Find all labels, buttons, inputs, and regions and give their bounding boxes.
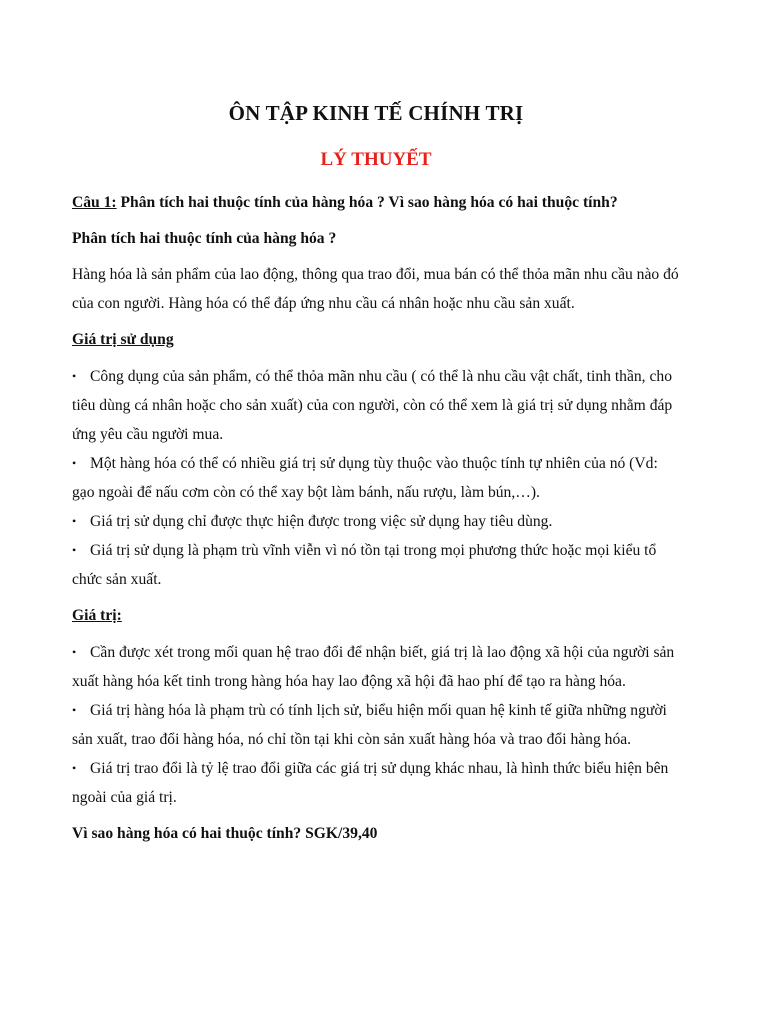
list-item: • Giá trị trao đổi là tỷ lệ trao đổi giữa các giá trị sử dụng khác nhau, là hình thức biểu hiện bên ngoài của giá trị.: [72, 754, 682, 812]
question-text: Phân tích hai thuộc tính của hàng hóa ? Vì sao hàng hóa có hai thuộc tính?: [116, 194, 618, 211]
list-item: • Công dụng của sản phẩm, có thể thỏa mãn nhu cầu ( có thể là nhu cầu vật chất, tinh thần, cho tiêu dùng cá nhân hoặc cho sản xuất) của con người, còn có thể xem là giá trị sử dụng nhằm đáp ứng yêu cầu người mua.: [72, 362, 682, 449]
value-list: [72, 638, 682, 812]
closing-question: Vì sao hàng hóa có hai thuộc tính? SGK/39,40: [72, 825, 378, 842]
bullet-icon: •: [72, 456, 77, 470]
list-item: • Cần được xét trong mối quan hệ trao đổi để nhận biết, giá trị là lao động xã hội của người sản xuất hàng hóa kết tinh trong hàng hóa hay lao động xã hội đã hao phí để tạo ra hàng hóa.: [72, 638, 682, 696]
value-heading: Giá trị:: [72, 607, 122, 624]
sub-heading: Phân tích hai thuộc tính của hàng hóa ?: [72, 230, 337, 247]
question-1: [72, 188, 682, 217]
use-value-heading: Giá trị sử dụng: [72, 331, 174, 348]
intro-paragraph: Hàng hóa là sản phẩm của lao động, thông qua trao đổi, mua bán có thể thỏa mãn nhu cầu nào đó của con người. Hàng hóa có thể đáp ứng nhu cầu cá nhân hoặc nhu cầu sản xuất.: [72, 266, 679, 312]
section-title: LÝ THUYẾT: [320, 149, 432, 170]
document-body: [72, 188, 682, 855]
bullet-icon: •: [72, 761, 77, 775]
bullet-icon: •: [72, 703, 77, 717]
bullet-icon: •: [72, 645, 77, 659]
bullet-icon: •: [72, 369, 77, 383]
use-value-list: [72, 362, 682, 594]
question-label: Câu 1:: [72, 194, 117, 211]
list-item: • Giá trị hàng hóa là phạm trù có tính lịch sử, biểu hiện mối quan hệ kinh tế giữa những người sản xuất, trao đổi hàng hóa, nó chỉ tồn tại khi còn sản xuất hàng hóa và trao đổi hàng hóa.: [72, 696, 682, 754]
bullet-icon: •: [72, 514, 77, 528]
list-item: • Một hàng hóa có thể có nhiều giá trị sử dụng tùy thuộc vào thuộc tính tự nhiên của nó (Vd: gạo ngoài để nấu cơm còn có thể xay bột làm bánh, nấu rượu, làm bún,…).: [72, 449, 682, 507]
list-item: • Giá trị sử dụng là phạm trù vĩnh viễn vì nó tồn tại trong mọi phương thức hoặc mọi kiểu tổ chức sản xuất.: [72, 536, 682, 594]
list-item: • Giá trị sử dụng chỉ được thực hiện được trong việc sử dụng hay tiêu dùng.: [72, 507, 682, 536]
bullet-icon: •: [72, 543, 77, 557]
document-title: ÔN TẬP KINH TẾ CHÍNH TRỊ: [228, 101, 524, 125]
